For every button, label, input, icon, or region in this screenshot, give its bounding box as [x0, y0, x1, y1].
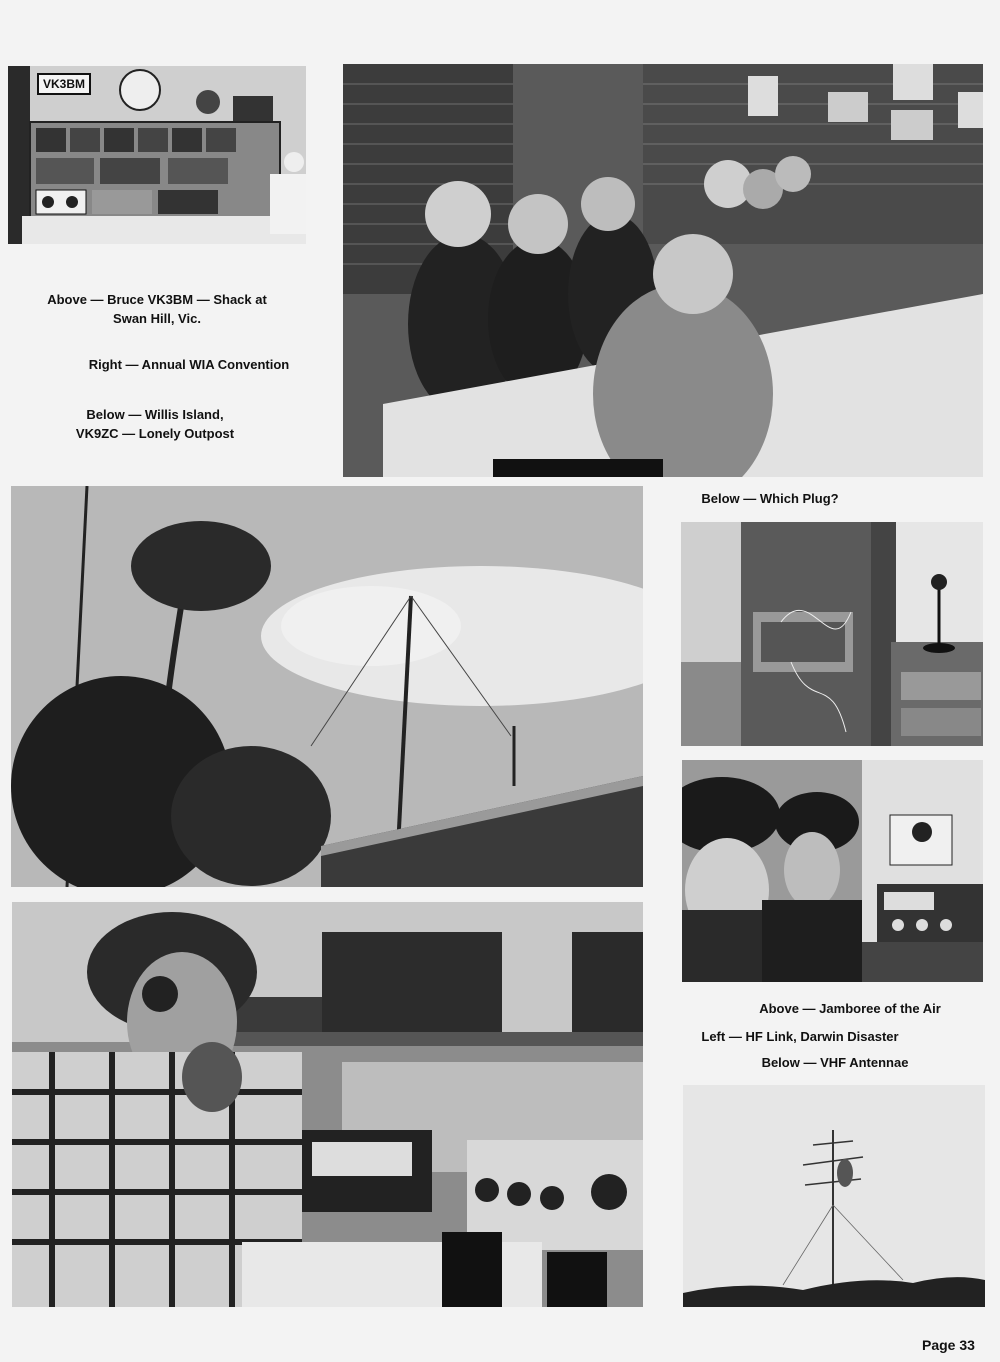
caption-bruce-line1: Above — Bruce VK3BM — Shack at	[47, 292, 267, 307]
photo-vhf-antennae	[683, 1085, 985, 1307]
page-number: Page 33	[922, 1337, 975, 1353]
caption-hf-link: Left — HF Link, Darwin Disaster	[701, 1029, 899, 1044]
caption-willis-line1: Below — Willis Island,	[86, 407, 224, 422]
caption-which-plug: Below — Which Plug?	[701, 491, 839, 506]
caption-willis-line2: VK9ZC — Lonely Outpost	[75, 426, 235, 441]
photo-wia-convention	[343, 64, 983, 477]
photo-jamboree-of-the-air	[682, 760, 983, 982]
caption-bruce-line2: Swan Hill, Vic.	[113, 311, 201, 326]
caption-convention: Right — Annual WIA Convention	[88, 357, 290, 372]
photo-vk3bm-shack	[8, 66, 306, 244]
photo-which-plug	[681, 522, 983, 746]
caption-jamboree: Above — Jamboree of the Air	[759, 1001, 941, 1016]
photo-hf-link-darwin	[12, 902, 643, 1307]
caption-vhf: Below — VHF Antennae	[761, 1055, 909, 1070]
photo-willis-island	[11, 486, 643, 887]
callsign-sign-text: VK3BM	[42, 77, 85, 91]
